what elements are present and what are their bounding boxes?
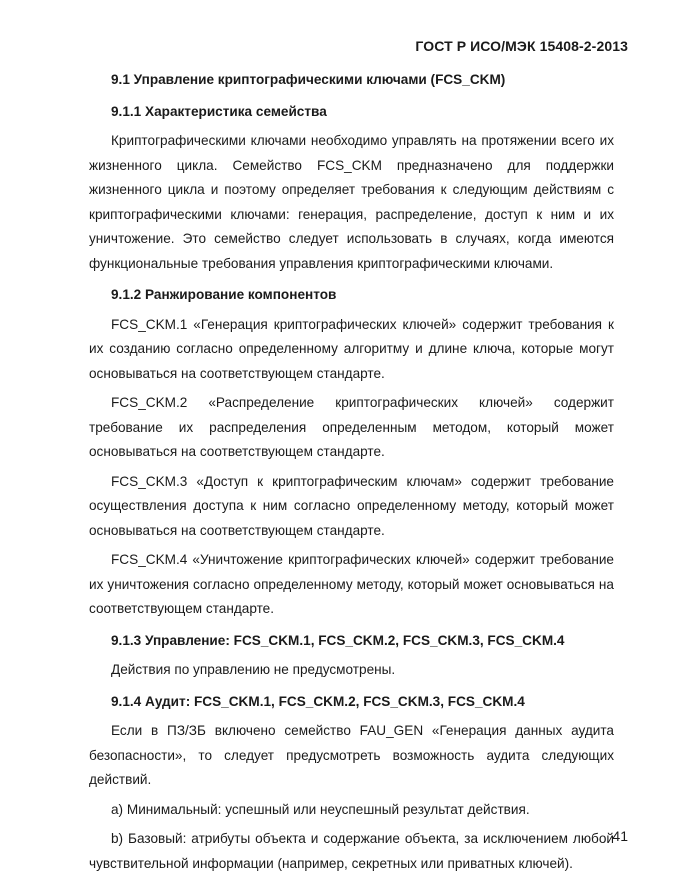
section-9-1-2-heading: 9.1.2 Ранжирование компонентов [111,287,337,302]
audit-basic-item: b) Базовый: атрибуты объекта и содержание объекта, за исключением любой чувствительной информации (например, секретных или приватных ключей). [89,831,614,871]
document-body [89,68,614,876]
section-9-1-1-paragraph: Криптографическими ключами необходимо управлять на протяжении всего их жизненного цикла. Семейство FCS_CKM предназначено для поддержки жизненного цикла и поэтому определяет требования к следующим действиям с криптографическими ключами: генерация, распределение, доступ к ним и их уничтожение. Это семейство следует использовать в случаях, когда имеются функциональные требования управления криптографическими ключами. [89,133,614,271]
fcs-ckm-3-paragraph: FCS_CKM.3 «Доступ к криптографическим ключам» содержит требование осуществления доступа к ним согласно определенному методу, который может основываться на соответствующем стандарте. [89,473,614,538]
section-9-1-3-paragraph: Действия по управлению не предусмотрены. [111,662,396,677]
fcs-ckm-1-paragraph: FCS_CKM.1 «Генерация криптографических ключей» содержит требования к их созданию согласно определенному алгоритму и длине ключа, которые могут основываться на соответствующем стандарте. [89,316,614,381]
fcs-ckm-4-paragraph: FCS_CKM.4 «Уничтожение криптографических ключей» содержит требование их уничтожения согласно определенному методу, который может основываться на соответствующем стандарте. [89,552,614,616]
document-standard-header: ГОСТ Р ИСО/МЭК 15408-2-2013 [415,38,628,54]
audit-minimal-item: a) Минимальный: успешный или неуспешный результат действия. [111,801,530,817]
section-9-1-4-paragraph: Если в ПЗ/ЗБ включено семейство FAU_GEN «Генерация данных аудита безопасности», то следует предусмотреть возможность аудита следующих действий. [89,723,614,787]
section-9-1-4-heading: 9.1.4 Аудит: FCS_CKM.1, FCS_CKM.2, FCS_CKM.3, FCS_CKM.4 [111,693,525,709]
fcs-ckm-2-paragraph: FCS_CKM.2 «Распределение криптографических ключей» содержит требование их распределения определенным методом, который может основываться на соответствующем стандарте. [89,395,614,459]
section-9-1-1-heading: 9.1.1 Характеристика семейства [111,103,327,119]
section-9-1-heading: 9.1 Управление криптографическими ключами (FCS_CKM) [111,72,506,87]
section-9-1-3-heading: 9.1.3 Управление: FCS_CKM.1, FCS_CKM.2, FCS_CKM.3, FCS_CKM.4 [111,632,565,648]
page-number: 41 [612,828,628,844]
